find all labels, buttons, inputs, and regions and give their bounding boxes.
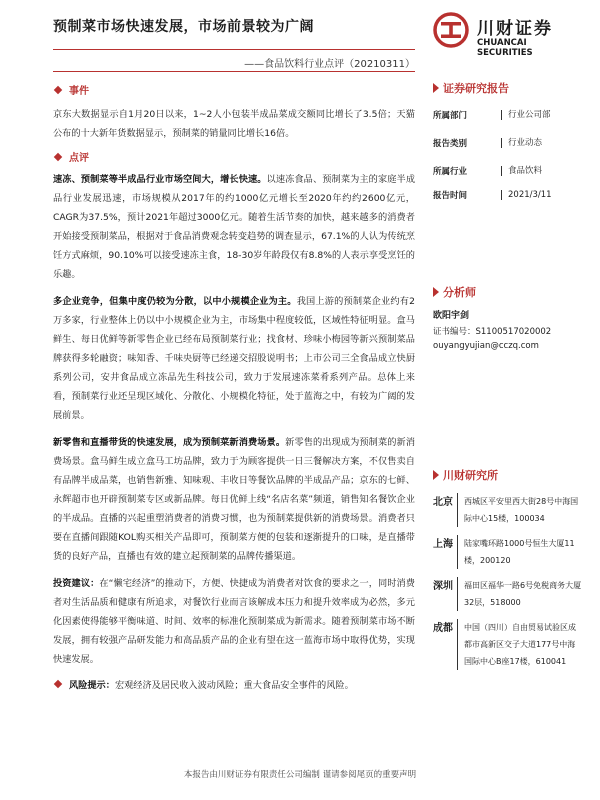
- event-heading-label: 事件: [69, 86, 89, 97]
- subtitle-divider: [53, 71, 415, 72]
- office-city: 上海: [433, 539, 453, 550]
- meta-value: 2021/3/11: [501, 190, 552, 200]
- office-address: 福田区福华一路6号免税商务大厦32层，518000: [457, 577, 583, 611]
- comment-heading-label: 点评: [69, 153, 89, 164]
- investment-advice-body: 在“懒宅经济”的推动下，方便、快捷成为消费者对饮食的要求之一，同时消费者对生活品质和健康有所追求，对餐饮行业而言该解成本压力和提升效率成为必然，多元化因素使得能够平衡味道、时间、效率的标准化预制菜成为新需求。随着预制菜市场不断发展，拥有较强产品研发能力和高品质产品的企业有望在这一蓝海市场中取得优势，实现快速发展。: [53, 578, 415, 665]
- risk-warning: [53, 677, 415, 691]
- title-divider: [53, 49, 415, 50]
- report-heading: [433, 80, 583, 96]
- office-address: 陆家嘴环路1000号恒生大厦11楼，200120: [457, 535, 583, 569]
- triangle-bullet-icon: [433, 470, 439, 480]
- analyst-heading: [433, 284, 583, 300]
- paragraph-3-body: 新零售的出现成为预制菜的新消费场景。盒马鲜生成立盒马工坊品牌，致力于为顾客提供一日三餐解决方案，不仅售卖自有品牌半成品菜，也销售新雅、知味观、丰收日等餐饮品牌的半成品产品；京东的七鲜、永辉超市也开辟预制菜专区或新品牌。每日优鲜上线“名店名菜”频道，销售知名餐饮企业的半成品。直播的兴起重塑消费者的消费习惯，也为预制菜提供新的消费场景。消费者只要在直播间跟随KOL购买相关产品即可，预制菜方便的包装和逐渐提升的口味，是直播带货的良好产品，直播也有效的建立起预制菜的品牌传播渠道。: [53, 437, 416, 562]
- comment-paragraph-1: [53, 170, 415, 284]
- office-chengdu: [433, 619, 583, 670]
- analyst-heading-label: 分析师: [443, 286, 476, 299]
- analyst-name: 欧阳宇剑: [433, 311, 470, 321]
- office-address: 西城区平安里西大街28号中海国际中心15楼，100034: [457, 493, 583, 527]
- office-beijing: [433, 493, 583, 527]
- paragraph-1-lead: 速冻、预制菜等半成品行业市场空间大，增长快速。: [53, 174, 267, 185]
- office-address: 中国（四川）自由贸易试验区成都市高新区交子大道177号中海国际中心B座17楼，610041: [457, 619, 583, 670]
- analyst-license: 证书编号：S1100517020002: [433, 327, 552, 337]
- report-meta-list: [433, 104, 583, 206]
- comment-heading: [53, 149, 415, 164]
- office-city: 深圳: [433, 581, 453, 592]
- main-content: [53, 82, 415, 691]
- triangle-bullet-icon: [433, 287, 439, 297]
- meta-value: 行业公司部: [501, 110, 551, 120]
- office-shenzhen: [433, 577, 583, 611]
- meta-key: 报告类别: [433, 139, 468, 149]
- logo-chinese-name: 川财证券: [477, 19, 553, 39]
- report-heading-label: 证券研究报告: [443, 82, 509, 95]
- risk-warning-label: 风险提示：: [69, 680, 115, 691]
- page-footer: 本报告由川财证券有限责任公司编制 谨请参阅尾页的重要声明: [183, 770, 417, 780]
- meta-row: [433, 184, 583, 206]
- meta-value: 行业动态: [501, 138, 542, 148]
- office-city: 北京: [433, 497, 453, 508]
- analyst-email[interactable]: ouyangyujian@cczq.com: [433, 341, 539, 351]
- paragraph-3-lead: 新零售和直播带货的快速发展，成为预制菜新消费场景。: [53, 437, 286, 448]
- meta-key: 所属行业: [433, 167, 468, 177]
- investment-advice-label: 投资建议：: [53, 578, 100, 589]
- triangle-bullet-icon: [433, 83, 439, 93]
- meta-key: 所属部门: [433, 111, 468, 121]
- sidebar: [433, 80, 583, 670]
- comment-paragraph-2: [53, 292, 415, 425]
- paragraph-2-lead: 多企业竞争，但集中度仍较为分散，以中小规模企业为主。: [53, 296, 297, 307]
- investment-advice-paragraph: [53, 574, 415, 669]
- paragraph-1-body: 以速冻食品、预制菜为主的家庭半成品行业发展迅速，市场规模从2017年的约1000亿元增长至2020年约约2600亿元，CAGR为37.5%，预计2021年超过3000亿元。随着生活节奏的加快，越来越多的消费者开始接受预制菜品，根据对于食品消费观念转变趋势的调查显示，67.1%的人认为传统烹饪方式麻烦，90.10%可以接受速冻主食，18-30岁年龄段仅有8.8%的人表示享受烹饪的乐趣。: [53, 174, 416, 280]
- diamond-bullet-icon: [54, 152, 62, 160]
- report-title: 预制菜市场快速发展，市场前景较为广阔: [53, 19, 314, 35]
- comment-paragraph-3: [53, 433, 415, 566]
- diamond-bullet-icon: [54, 85, 62, 93]
- institute-heading-label: 川财研究所: [443, 469, 498, 482]
- institute-heading: [433, 467, 583, 483]
- report-subtitle: ——食品饮料行业点评（20210311）: [244, 59, 415, 70]
- meta-row: [433, 160, 583, 182]
- company-logo: [433, 10, 583, 58]
- event-heading: [53, 82, 415, 97]
- risk-warning-text: 宏观经济及居民收入波动风险；重大食品安全事件的风险。: [114, 680, 354, 691]
- meta-key: 报告时间: [433, 191, 468, 201]
- office-shanghai: [433, 535, 583, 569]
- chuancai-logo-icon: [433, 12, 469, 48]
- logo-english-name: CHUANCAI SECURITIES: [477, 38, 533, 58]
- diamond-bullet-icon: [54, 680, 62, 688]
- office-city: 成都: [433, 623, 453, 634]
- meta-row: [433, 104, 583, 126]
- event-paragraph: 京东大数据显示自1月20日以来，1~2人小包装半成品菜成交额同比增长了3.5倍；天猫公布的十大新年货数据显示，预制菜的销量同比增长16倍。: [53, 109, 415, 139]
- paragraph-2-body: 我国上游的预制菜企业约有2万多家，行业整体上仍以中小规模企业为主，市场集中程度较低，区域性特征明显。盒马鲜生、每日优鲜等新零售企业已经布局预制菜行业；找食材、珍味小梅园等新兴预制菜品牌获得多轮融资；味知香、千味央厨等已经递交招股说明书；上市公司三全食品成立快厨系列公司，安井食品成立冻品先生科技公司，致力于发展速冻菜肴系列产品。总体上来看，预制菜行业还呈现区域化、分散化、小规模化特征，处于蓝海之中，有较为广阔的发展前景。: [53, 296, 415, 421]
- meta-row: [433, 132, 583, 154]
- meta-value: 食品饮料: [501, 166, 542, 176]
